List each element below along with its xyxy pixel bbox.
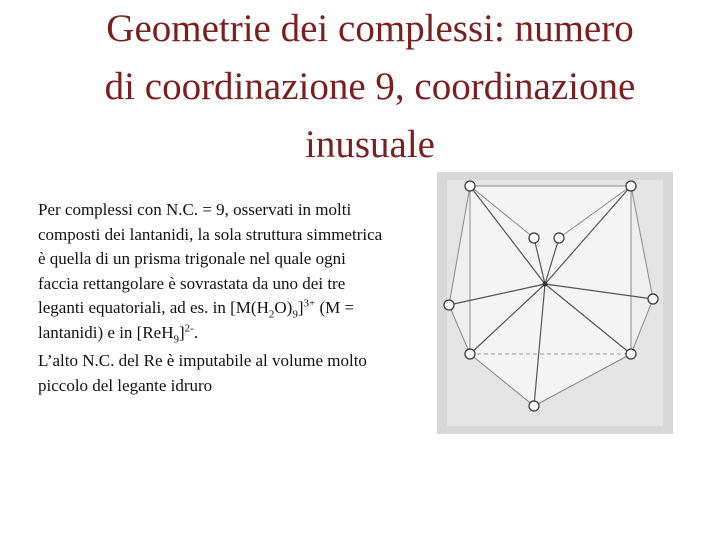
title-line-1: Geometrie dei complessi: numero <box>106 7 634 50</box>
title-line-2: di coordinazione 9, coordinazione <box>104 65 636 108</box>
tricapped-trigonal-prism-figure <box>437 172 673 434</box>
paragraph-2: L’alto N.C. del Re è imputabile al volume molto piccolo del legante idruro <box>38 351 367 395</box>
body-text <box>38 198 388 398</box>
slide-title <box>40 0 700 174</box>
paragraph-1: Per complessi con N.C. = 9, osservati in molti composti dei lantanidi, la sola struttura simmetrica è quella di un prisma trigonale nel quale ogni faccia rettangolare è sovrastata da uno dei tre leganti equatoriali, ad es. in $[M(H_2O)_9]^{3+}$ (M = lantanidi) e in $[ReH_9]^{2-}$. <box>38 200 383 345</box>
central-metal-atom <box>543 282 548 287</box>
title-line-3: inusuale <box>305 123 435 166</box>
